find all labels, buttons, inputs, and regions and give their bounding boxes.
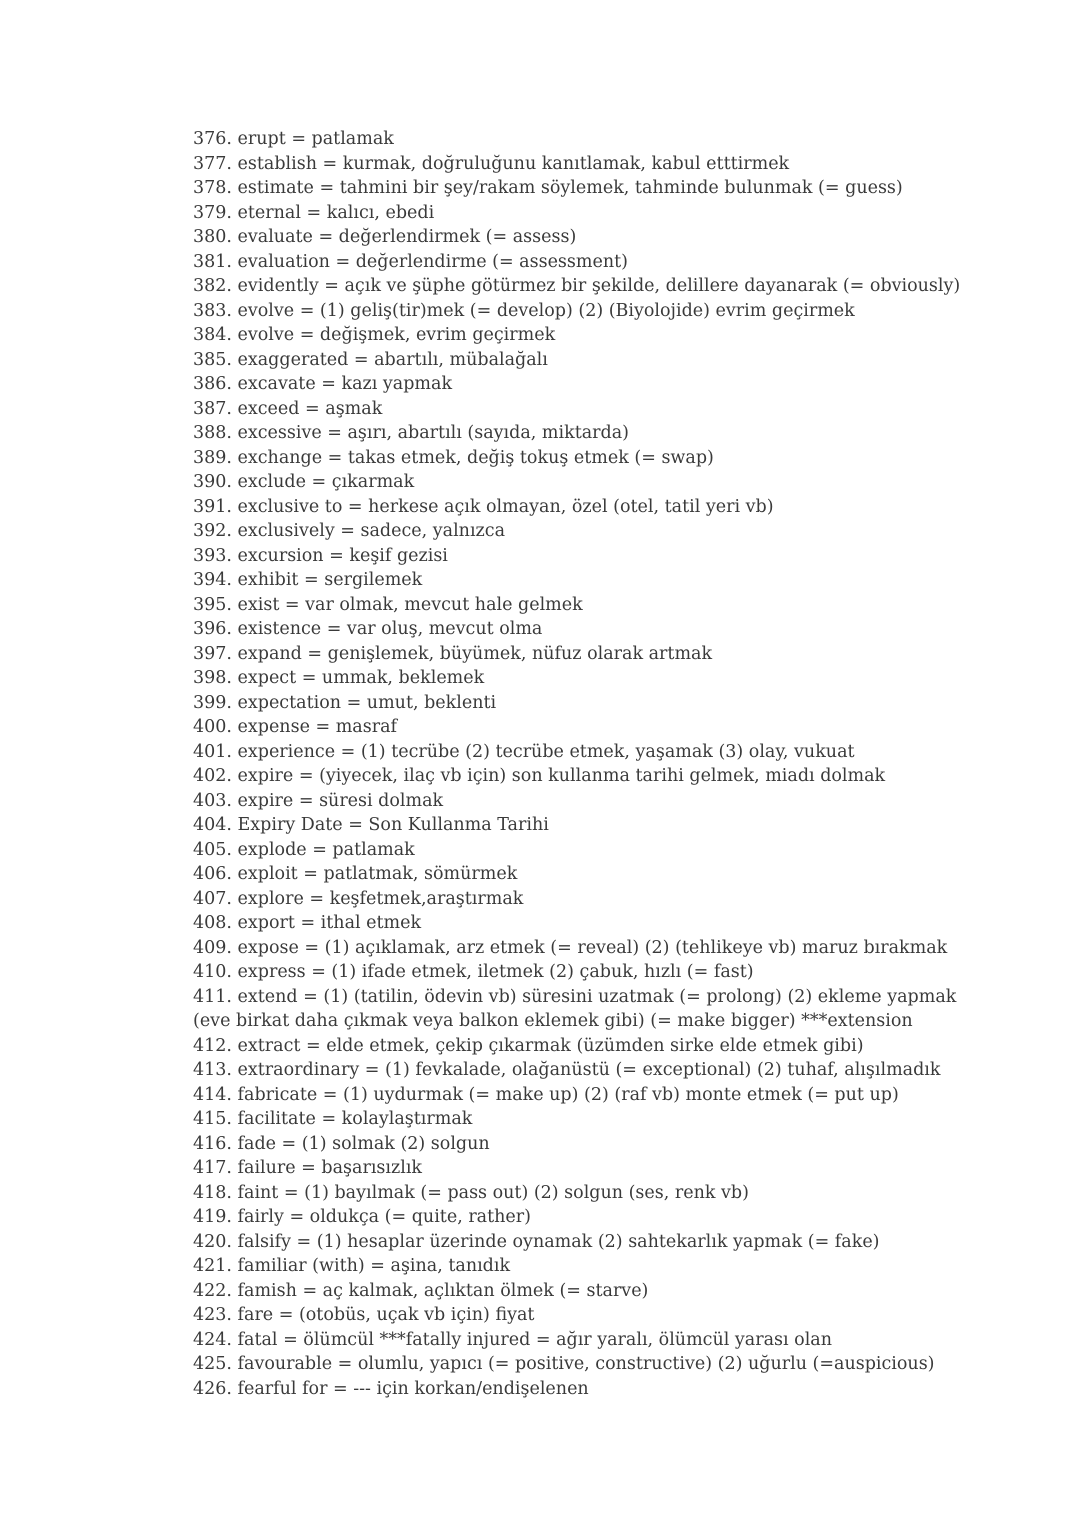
- vocabulary-entry: 418. faint = (1) bayılmak (= pass out) (2) solgun (ses, renk vb): [193, 1182, 749, 1203]
- vocabulary-entry: 379. eternal = kalıcı, ebedi: [193, 202, 435, 223]
- vocabulary-entry: 419. fairly = oldukça (= quite, rather): [193, 1207, 531, 1227]
- vocabulary-entry: 423. fare = (otobüs, uçak vb için) fiyat: [193, 1305, 535, 1325]
- vocabulary-entry: 385. exaggerated = abartılı, mübalağalı: [193, 349, 548, 370]
- vocabulary-entry: 412. extract = elde etmek, çekip çıkarmak (üzümden sirke elde etmek gibi): [193, 1035, 864, 1056]
- vocabulary-entry: 420. falsify = (1) hesaplar üzerinde oynamak (2) sahtekarlık yapmak (= fake): [193, 1231, 880, 1252]
- vocabulary-entry: 397. expand = genişlemek, büyümek, nüfuz olarak artmak: [193, 643, 713, 664]
- vocabulary-entry: 382. evidently = açık ve şüphe götürmez bir şekilde, delillere dayanarak (= obviously): [193, 276, 961, 296]
- vocabulary-entry: 421. familiar (with) = aşina, tanıdık: [193, 1256, 511, 1276]
- vocabulary-entry: 387. exceed = aşmak: [193, 398, 383, 419]
- vocabulary-entry: 399. expectation = umut, beklenti: [193, 692, 497, 713]
- vocabulary-entry: 416. fade = (1) solmak (2) solgun: [193, 1133, 490, 1154]
- vocabulary-entry: 400. expense = masraf: [193, 717, 397, 737]
- vocabulary-entry: 404. Expiry Date = Son Kullanma Tarihi: [193, 815, 549, 835]
- vocabulary-entry: 407. explore = keşfetmek,araştırmak: [193, 888, 524, 909]
- vocabulary-entry: 424. fatal = ölümcül ***fatally injured = ağır yaralı, ölümcül yarası olan: [193, 1329, 832, 1350]
- vocabulary-entry: 392. exclusively = sadece, yalnızca: [193, 521, 506, 541]
- vocabulary-entry: 417. failure = başarısızlık: [193, 1158, 423, 1178]
- vocabulary-entry: 414. fabricate = (1) uydurmak (= make up) (2) (raf vb) monte etmek (= put up): [193, 1084, 899, 1105]
- vocabulary-entry: 394. exhibit = sergilemek: [193, 570, 423, 590]
- vocabulary-entry: 393. excursion = keşif gezisi: [193, 545, 448, 566]
- vocabulary-entry: 415. facilitate = kolaylaştırmak: [193, 1109, 473, 1129]
- vocabulary-entry: 405. explode = patlamak: [193, 839, 415, 860]
- vocabulary-entry: 386. excavate = kazı yapmak: [193, 374, 453, 394]
- vocabulary-entry: 396. existence = var oluş, mevcut olma: [193, 619, 543, 639]
- vocabulary-entry: 381. evaluation = değerlendirme (= assessment): [193, 251, 628, 272]
- vocabulary-entry: 384. evolve = değişmek, evrim geçirmek: [193, 325, 556, 345]
- vocabulary-entry: 406. exploit = patlatmak, sömürmek: [193, 864, 518, 884]
- vocabulary-entry: 378. estimate = tahmini bir şey/rakam söylemek, tahminde bulunmak (= guess): [193, 178, 903, 198]
- vocabulary-entry: 410. express = (1) ifade etmek, iletmek (2) çabuk, hızlı (= fast): [193, 962, 754, 982]
- vocabulary-entry: 380. evaluate = değerlendirmek (= assess): [193, 227, 577, 247]
- vocabulary-entry: 425. favourable = olumlu, yapıcı (= positive, constructive) (2) uğurlu (=auspicious): [193, 1354, 935, 1374]
- vocabulary-list: [193, 127, 993, 1401]
- vocabulary-entry: 388. excessive = aşırı, abartılı (sayıda, miktarda): [193, 423, 629, 443]
- vocabulary-entry: 383. evolve = (1) geliş(tir)mek (= develop) (2) (Biyolojide) evrim geçirmek: [193, 300, 855, 321]
- vocabulary-entry: 377. establish = kurmak, doğruluğunu kanıtlamak, kabul etttirmek: [193, 153, 790, 174]
- vocabulary-entry: 390. exclude = çıkarmak: [193, 472, 415, 492]
- vocabulary-entry: 409. expose = (1) açıklamak, arz etmek (= reveal) (2) (tehlikeye vb) maruz bırakmak: [193, 937, 948, 958]
- vocabulary-entry: 426. fearful for = --- için korkan/endişelenen: [193, 1378, 589, 1399]
- vocabulary-entry: 389. exchange = takas etmek, değiş tokuş etmek (= swap): [193, 447, 714, 468]
- vocabulary-entry: 402. expire = (yiyecek, ilaç vb için) son kullanma tarihi gelmek, miadı dolmak: [193, 766, 886, 786]
- vocabulary-entry: 422. famish = aç kalmak, açlıktan ölmek (= starve): [193, 1280, 649, 1301]
- vocabulary-entry: 395. exist = var olmak, mevcut hale gelmek: [193, 594, 583, 615]
- vocabulary-entry: (eve birkat daha çıkmak veya balkon eklemek gibi) (= make bigger) ***extension: [193, 1011, 913, 1031]
- vocabulary-entry: 376. erupt = patlamak: [193, 129, 394, 149]
- vocabulary-entry: 411. extend = (1) (tatilin, ödevin vb) süresini uzatmak (= prolong) (2) ekleme yapmak: [193, 986, 957, 1007]
- vocabulary-entry: 403. expire = süresi dolmak: [193, 790, 444, 811]
- vocabulary-entry: 391. exclusive to = herkese açık olmayan, özel (otel, tatil yeri vb): [193, 496, 774, 517]
- vocabulary-entry: 398. expect = ummak, beklemek: [193, 668, 485, 688]
- vocabulary-entry: 408. export = ithal etmek: [193, 913, 422, 933]
- vocabulary-entry: 413. extraordinary = (1) fevkalade, olağanüstü (= exceptional) (2) tuhaf, alışılmadık: [193, 1060, 941, 1080]
- vocabulary-entry: 401. experience = (1) tecrübe (2) tecrübe etmek, yaşamak (3) olay, vukuat: [193, 741, 855, 762]
